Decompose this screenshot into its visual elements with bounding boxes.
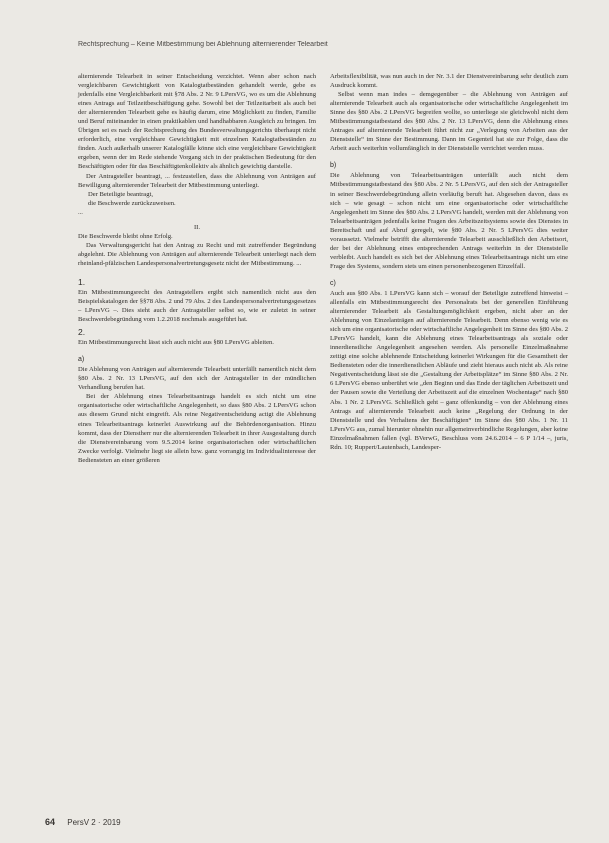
sub-subsection-heading: a)	[78, 356, 85, 364]
paragraph: Die Ablehnung von Anträgen auf alternierende Telearbeit unterfällt namentlich nicht dem §80 Abs. 2 Nr. 13 LPersVG, auf den sich der Antragsteller in der mündlichen Verhandlung berufen hat.	[78, 366, 316, 392]
paragraph: Die Beschwerde bleibt ohne Erfolg.	[78, 232, 173, 240]
paragraph: Der Beteiligte beantragt,	[88, 190, 153, 198]
sub-subsection-heading: b)	[330, 162, 337, 170]
page-number: 64	[45, 817, 56, 827]
paragraph: Das Verwaltungsgericht hat den Antrag zu Recht und mit zutreffender Begründung abgelehnt. Die Ablehnung von Anträgen auf alternierende Telearbeit unterliegt nach dem rheinland-pfälzischen Landespersonalvertretungsgesetz nicht der Mitbestimmung. ...	[78, 241, 316, 267]
paragraph: Ein Mitbestimmungsrecht des Antragstellers ergibt sich namentlich nicht aus den Beispielskatalogen der §§78 Abs. 2 und 79 Abs. 2 des Landespersonalvertretungsgesetzes – LPersVG –. Dies sieht auch der Antragsteller selbst so, wie er zuletzt in seiner Beschwerdebegründung vom 1.2.2018 nochmals ausgeführt hat.	[78, 288, 316, 324]
paragraph: alternierende Telearbeit in seiner Entscheidung verzichtet. Wenn aber schon nach vergleichbaren Gewichtigkeit von Katalogtatbeständen gehandelt werde, gebe es jedenfalls eine Vergleichbarkeit mit §78 Abs. 2 Nr. 9 LPersVG, wo es um die Ablehnung eines Antrags auf Teilzeitbeschäftigung gehe. Sowohl bei der Teilzeitarbeit als auch bei der alternierenden Telearbeit gehe es häufig darum, eine Möglichkeit zu finden, Familie und Beruf miteinander in einen praktikablen und handhabbaren Ausgleich zu bringen. Im Übrigen sei es nach der Rechtsprechung des Bundesverwaltungsgerichts überhaupt nicht erforderlich, eine vergleichbare Gewichtigkeit mit einzelnen Katalogtatbeständen zu finden. Auch außerhalb unserer Katalogfälle könne sich eine vergleichbare Gewichtigkeit ergeben, wenn der im Rede stehende Vorgang sich in der praktischen Bedeutung für den Beschäftigten oder für das Beschäftigtenkollektiv als ähnlich gewichtig darstelle.	[78, 73, 316, 171]
left-column	[78, 72, 316, 465]
page-footer	[45, 817, 121, 827]
paragraph: Arbeitsflexibilität, was nun auch in der Nr. 3.1 der Dienstvereinbarung sehr deutlich zum Ausdruck kommt.	[330, 73, 568, 90]
paragraph: Selbst wenn man indes – demgegenüber – die Ablehnung von Anträgen auf alternierende Telearbeit auch als organisatorische oder wirtschaftliche Angelegenheit im Sinne des §80 Abs. 2 LPersVG begreifen wollte, so unterliege sie gleichwohl nicht dem Mitbestimmungstatbestand des §80 Abs. 2 Nr. 13 LPersVG, denn die Ablehnung eines Antrages auf alternierende Telearbeit führt nicht zur „Verlegung von Arbeiten aus der Dienststelle“ im Sinne der Bestimmung. Dann im Gegenteil hat sie zur Folge, dass die Arbeit auch weiterhin vollumfänglich in der Dienststelle verrichtet werden muss.	[330, 91, 568, 153]
paragraph: Bei der Ablehnung eines Telearbeitsantrags handelt es sich nicht um eine organisatorische oder wirtschaftliche Angelegenheit, so dass §80 Abs. 2 LPersVG schon aus diesem Grund nicht eingreift. Als reine Negativentscheidung actigt die Ablehnung eines Telearbeitsantrags keinerlei Auswirkung auf die Behördenorganisation. Hinzu kommt, dass der Dienstherr nur die alternierenden Telearbeit in ihrer Ausgestaltung durch die Dienstvereinbarung vom 9.5.2014 keine organisatorischen oder wirtschaftlichen Zwecke verfolgt. Vielmehr liegt sie allein bzw. ganz vorrangig im Individualinteresse der Bediensteten an einer größeren	[78, 393, 316, 464]
ellipsis: ...	[78, 208, 83, 216]
paragraph: Ein Mitbestimmungsrecht lässt sich auch nicht aus §80 LPersVG ableiten.	[78, 339, 274, 347]
paragraph: Die Ablehnung von Telearbeitsanträgen unterfällt auch nicht dem Mitbestimmungstatbestand des §80 Abs. 2 Nr. 5 LPersVG, auf den sich der Antragsteller in seiner Beschwerdebegründung allein vorläufig beruft hat. Abgesehen davon, dass es sich – wie gesagt – schon nicht um eine organisatorische oder wirtschaftliche Angelegenheit im Sinne des §80 Abs. 2 LPersVG handelt, werden mit der Ablehnung von Telearbeitsanträgen jedenfalls keine Fragen des Arbeitszeitsystems sowie des Dienstes in Bereitschaft und auf Abruf geregelt, wie §80 Abs. 2 Nr. 5 LPersVG dies weiter voraussetzt. Vielmehr betrifft die alternierende Telearbeit ausschließlich den Arbeitsort, der bei der Ablehnung eines entsprechenden Antrags weiterhin in der Dienststelle verbleibt. Auch handelt es sich bei der Ablehnung eines Telearbeitsantrags nicht um eine Frage des Systems, sondern stets um einen personenbezogenen Einzelfall.	[330, 172, 568, 270]
paragraph: die Beschwerde zurückzuweisen.	[88, 199, 176, 207]
section-heading: II.	[193, 223, 201, 231]
paragraph: Der Antragsteller beantragt, ... festzustellen, dass die Ablehnung von Anträgen auf Bewilligung alternierender Telearbeit der Mitbestimmung unterliegt.	[78, 172, 316, 189]
right-column	[330, 72, 568, 452]
sub-subsection-heading: c)	[330, 279, 336, 287]
subsection-heading: 2.	[78, 327, 86, 338]
running-head: Rechtsprechung – Keine Mitbestimmung bei Ablehnung alternierender Telearbeit	[78, 41, 328, 48]
paragraph: Auch aus §80 Abs. 1 LPersVG kann sich – worauf der Beteiligte zutreffend hinweist – allenfalls ein Mitbestimmungsrecht des Personalrats bei der generellen Einführung alternierender Telearbeit als Gestaltungsmöglichkeit ergeben, nicht aber an der Ablehnung von Einzelanträgen auf alternierende Telearbeit. Denn ebenso wenig wie es sich um eine organisatorische oder wirtschaftliche Angelegenheit im Sinne des §80 Abs. 2 LPersVG handelt, kann die Ablehnung eines Telearbeitsantrags als soziale oder innerdienstliche Angelegenheit angesehen werden. Als personelle Einzelmaßnahme zeitigt eine solche ablehnende Entscheidung keinerlei Wirkungen für die Gesamtheit der Bediensteten oder die innerdienstlichen Abläufe und zieht hieraus auch nicht ab. Als reine Negativentscheidung lässt sie die „Gestaltung der Arbeitsplätze“ im Sinne §80 Abs. 2 Nr. 6 LPersVG ebenso unberührt wie „den Beginn und das Ende der täglichen Arbeitszeit und der Pausen sowie die Verteilung der Arbeitszeit auf die einzelnen Wochentage“ nach §80 Abs. 1 Nr. 2 LPersVG. Schließlich geht – ganz offenkundig – von der Ablehnung eines Antrags auf alternierende Telearbeit auch keine „Regelung der Ordnung in der Dienststelle und des Verhaltens der Beschäftigten“ im Sinne des §80 Abs. 1 Nr. 11 LPersVG aus, zumal hierunter ohnehin nur allgemeinverbindliche Regelungen, aber keine Einzelmaßnahmen fallen (vgl. BVerwG, Beschluss vom 24.6.2014 – 6 P 1/14 –, juris, Rdn. 10; Ruppert/Lautenbach, Landesper-	[330, 289, 568, 451]
subsection-heading: 1.	[78, 276, 86, 287]
journal-issue: PersV 2 · 2019	[67, 818, 121, 827]
